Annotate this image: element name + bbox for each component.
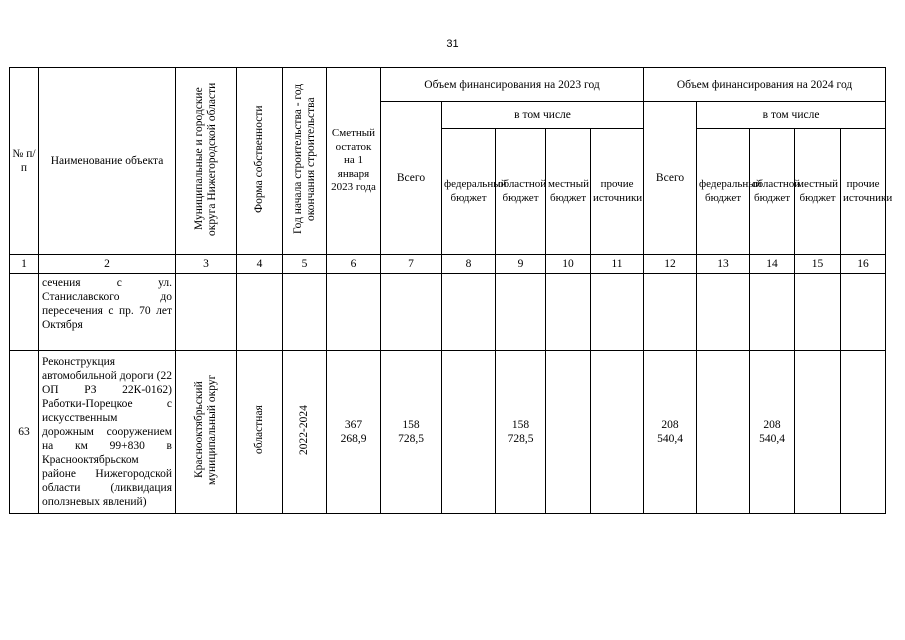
- row-federal-2023: [442, 274, 496, 351]
- column-number: 3: [176, 255, 237, 274]
- row-regional-2023: [496, 274, 546, 351]
- header-num: № п/п: [10, 68, 39, 255]
- header-name: Наименование объекта: [39, 68, 176, 255]
- column-number: 16: [841, 255, 886, 274]
- row-other-2023: [591, 274, 644, 351]
- header-federal-2023: федеральный бюджет: [442, 129, 496, 255]
- row-federal-2024: [697, 351, 750, 514]
- row-other-2023: [591, 351, 644, 514]
- column-numbers-row: [10, 255, 886, 274]
- column-number: 10: [546, 255, 591, 274]
- row-num: [10, 274, 39, 351]
- row-total-2023: [381, 274, 442, 351]
- header-regional-2024: областной бюджет: [750, 129, 795, 255]
- header-ownership: Форма собственности: [237, 68, 283, 255]
- row-municipality: [176, 274, 237, 351]
- row-name: Реконструкция автомобильной дороги (22 ОП РЗ 22К-0162) Работки-Порецкое с искусственным дорожным сооружением на км 99+830 в Краснооктябрьском районе Нижегородской области (ликвидация оползневых явлений): [39, 351, 176, 514]
- row-balance: 367 268,9: [327, 351, 381, 514]
- header-group-2024: Объем финансирования на 2024 год: [644, 68, 886, 102]
- column-number: 11: [591, 255, 644, 274]
- column-number: 7: [381, 255, 442, 274]
- row-local-2023: [546, 351, 591, 514]
- header-local-2023: местный бюджет: [546, 129, 591, 255]
- column-number: 12: [644, 255, 697, 274]
- row-municipality: Краснооктябрьский муниципальный округ: [176, 351, 237, 514]
- header-other-2024: прочие источники: [841, 129, 886, 255]
- header-local-2024: местный бюджет: [795, 129, 841, 255]
- row-federal-2023: [442, 351, 496, 514]
- table-row: [10, 274, 886, 351]
- header-total-2024: Всего: [644, 102, 697, 255]
- row-local-2024: [795, 351, 841, 514]
- column-number: 1: [10, 255, 39, 274]
- row-ownership: областная: [237, 351, 283, 514]
- column-number: 5: [283, 255, 327, 274]
- row-total-2023: 158 728,5: [381, 351, 442, 514]
- row-ownership: [237, 274, 283, 351]
- row-other-2024: [841, 351, 886, 514]
- column-number: 2: [39, 255, 176, 274]
- column-number: 15: [795, 255, 841, 274]
- row-total-2024: 208 540,4: [644, 351, 697, 514]
- header-regional-2023: областной бюджет: [496, 129, 546, 255]
- row-total-2024: [644, 274, 697, 351]
- row-local-2023: [546, 274, 591, 351]
- row-regional-2024: 208 540,4: [750, 351, 795, 514]
- header-group-2023: Объем финансирования на 2023 год: [381, 68, 644, 102]
- header-other-2023: прочие источники: [591, 129, 644, 255]
- column-number: 14: [750, 255, 795, 274]
- column-number: 8: [442, 255, 496, 274]
- table-row: [10, 351, 886, 514]
- page-number: 31: [446, 38, 459, 50]
- row-name: сечения с ул. Станиславского до пересечения с пр. 70 лет Октября: [39, 274, 176, 351]
- header-municipality: Муниципальные и городские округа Нижегородской области: [176, 68, 237, 255]
- row-regional-2023: 158 728,5: [496, 351, 546, 514]
- header-years: Год начала строительства - год окончания строительства: [283, 68, 327, 255]
- header-including-2023: в том числе: [442, 102, 644, 129]
- row-other-2024: [841, 274, 886, 351]
- financing-table: [9, 67, 893, 514]
- column-number: 6: [327, 255, 381, 274]
- row-federal-2024: [697, 274, 750, 351]
- row-num: 63: [10, 351, 39, 514]
- column-number: 4: [237, 255, 283, 274]
- row-regional-2024: [750, 274, 795, 351]
- row-local-2024: [795, 274, 841, 351]
- header-including-2024: в том числе: [697, 102, 886, 129]
- row-balance: [327, 274, 381, 351]
- header-balance: Сметный остаток на 1 января 2023 года: [327, 68, 381, 255]
- header-federal-2024: федеральный бюджет: [697, 129, 750, 255]
- row-years: [283, 274, 327, 351]
- column-number: 9: [496, 255, 546, 274]
- header-total-2023: Всего: [381, 102, 442, 255]
- column-number: 13: [697, 255, 750, 274]
- row-years: 2022-2024: [283, 351, 327, 514]
